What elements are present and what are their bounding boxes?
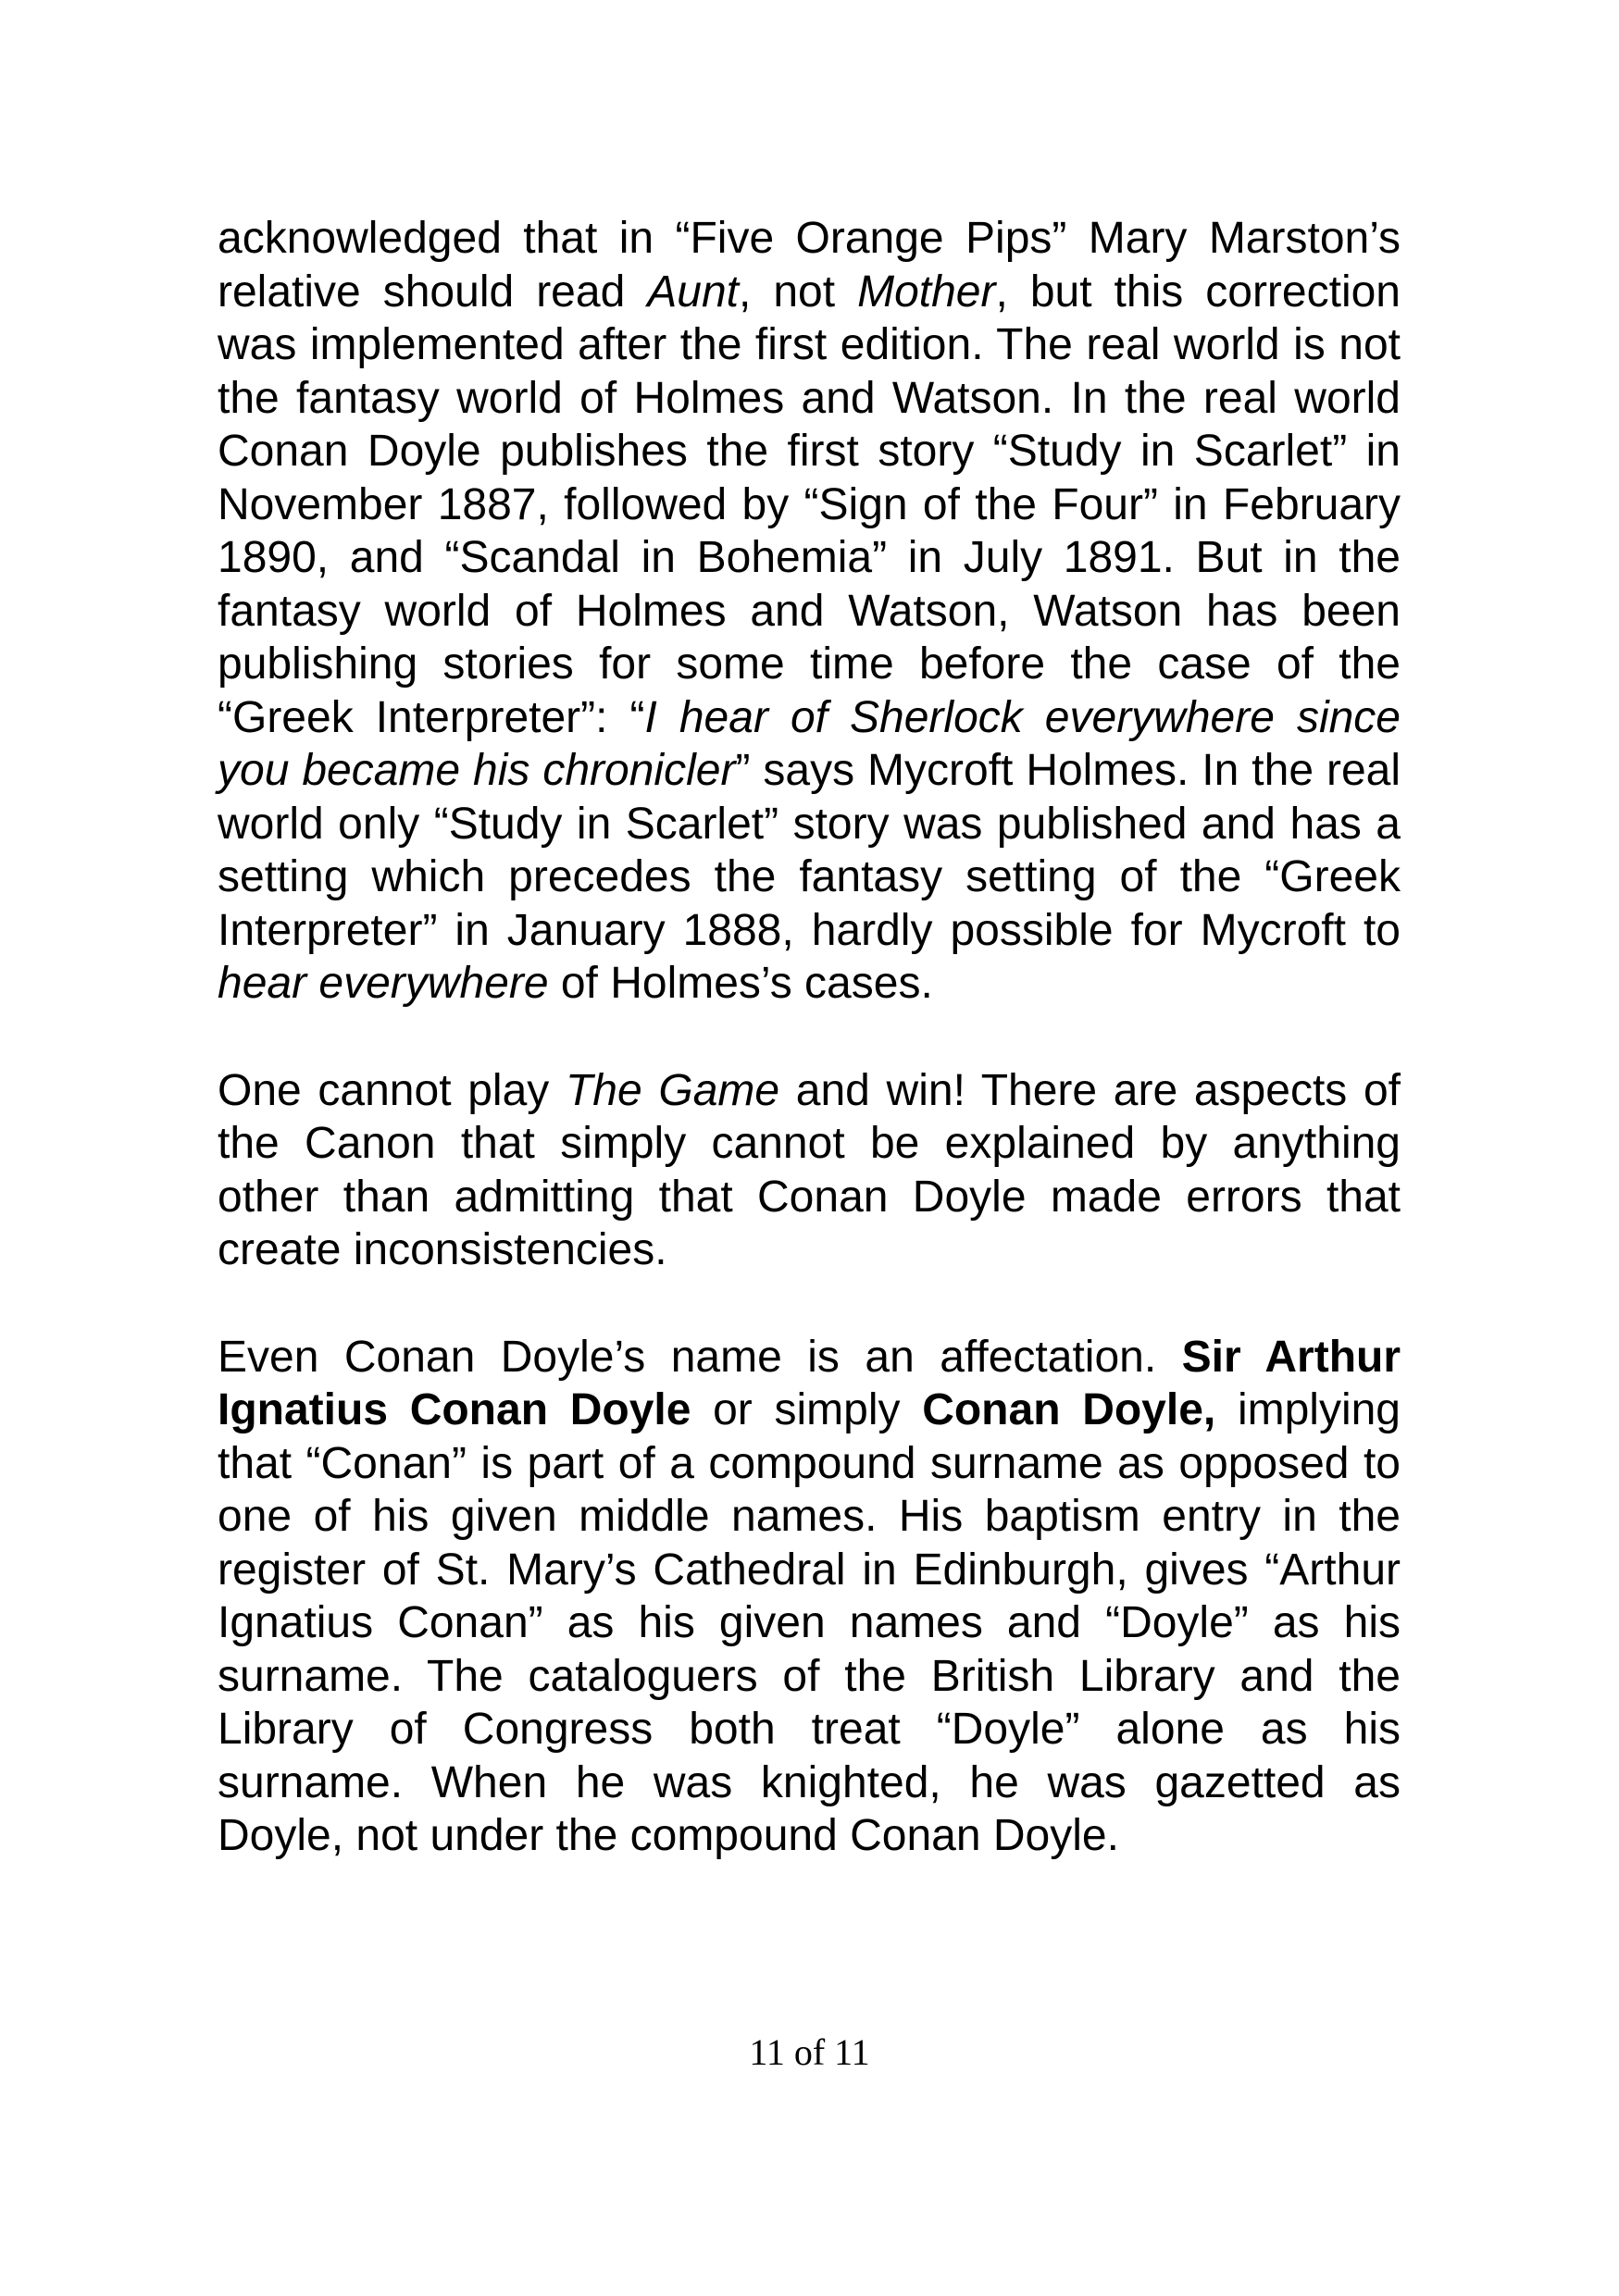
text-run-normal: implying that “Conan” is part of a compound surname as opposed to one of his given middle names. His baptism entry in the register of St. Mary’s Cathedral in Edinburgh, gives “Arthur Ignatius Conan” as his given names and “Doyle” as his surname. The cataloguers of the British Library and the Library of Congress both treat “Doyle” alone as his surname. When he was knighted, he was gazetted as Doyle, not under the compound Conan Doyle. bbox=[218, 1385, 1401, 1860]
paragraph bbox=[218, 1331, 1401, 1863]
page-number: 11 of 11 bbox=[749, 2031, 870, 2073]
text-run-normal: , but this correction was implemented after the first edition. The real world is not the fantasy world of Holmes and Watson. In the real world Conan Doyle publishes the first story “Study in Scarlet” in November 1887, followed by “Sign of the Four” in February 1890, and “Scandal in Bohemia” in July 1891. But in the fantasy world of Holmes and Watson, Watson has been publishing stories for some time before the case of the “Greek Interpreter”: “ bbox=[218, 267, 1401, 742]
text-run-italic: The Game bbox=[565, 1065, 780, 1115]
text-run-italic: I hear of Sherlock everywhere since you became his chronicler bbox=[218, 692, 1401, 795]
text-run-normal: , not bbox=[739, 267, 858, 316]
text-run-italic: hear everywhere bbox=[218, 959, 549, 1008]
text-run-italic: Aunt bbox=[647, 267, 740, 316]
paragraph bbox=[218, 1064, 1401, 1277]
text-run-normal: and win! There are aspects of the Canon that simply cannot be explained by anything other than admitting that Conan Doyle made errors that create inconsistencies. bbox=[218, 1065, 1401, 1274]
paragraph bbox=[218, 212, 1401, 1011]
text-run-normal: Even Conan Doyle’s name is an affectation. bbox=[218, 1332, 1182, 1382]
text-run-normal: One cannot play bbox=[218, 1065, 566, 1115]
text-run-bold: Conan Doyle, bbox=[922, 1385, 1216, 1434]
text-run-normal: or simply bbox=[691, 1385, 923, 1434]
text-run-normal: ” says Mycroft Holmes. In the real world only “Study in Scarlet” story was published and has a setting which precedes the fantasy setting of the “Greek Interpreter” in January 1888, hardly possible for Mycroft to bbox=[218, 746, 1401, 955]
text-run-bold: Sir Arthur Ignatius Conan Doyle bbox=[218, 1332, 1401, 1434]
text-run-normal: of Holmes’s cases. bbox=[548, 959, 933, 1008]
text-run-normal: acknowledged that in “Five Orange Pips” Mary Marston’s relative should read bbox=[218, 214, 1401, 316]
text-run-italic: Mother bbox=[857, 267, 996, 316]
document-body bbox=[218, 212, 1401, 1863]
